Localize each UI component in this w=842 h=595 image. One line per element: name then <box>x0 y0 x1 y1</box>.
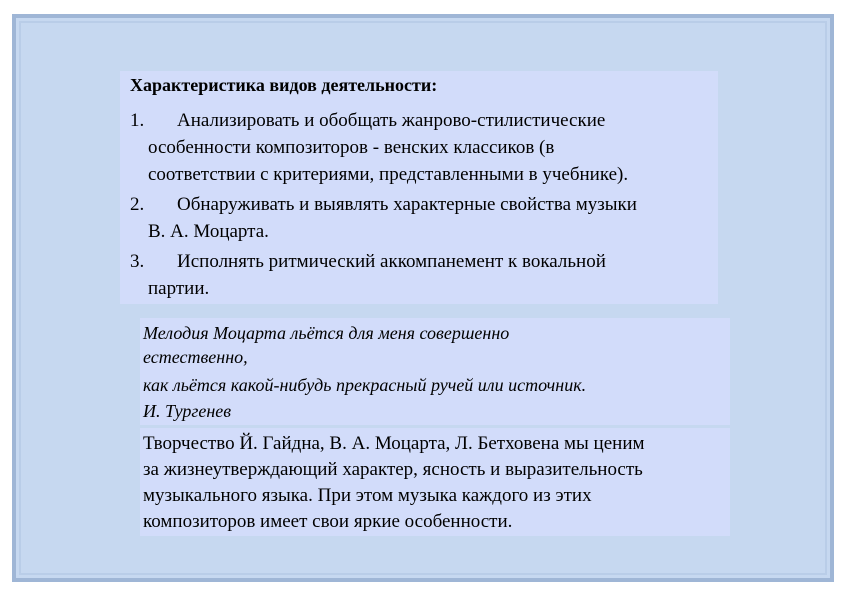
turgenev-quote-box <box>140 318 730 425</box>
list-item-number: 2. <box>130 194 145 215</box>
activities-heading: Характеристика видов деятельности: <box>130 75 438 95</box>
paragraph-line: музыкального языка. При этом музыка каждого из этих <box>143 485 592 506</box>
list-item-line: Обнаруживать и выявлять характерные свойства музыки <box>177 194 637 215</box>
list-item-number: 3. <box>130 251 145 272</box>
list-item-line: соответствии с критериями, представленными в учебнике). <box>148 164 629 185</box>
quote-author: И. Тургенев <box>143 401 232 421</box>
paragraph-line: композиторов имеет свои яркие особенности. <box>143 511 513 532</box>
list-item-line: В. А. Моцарта. <box>148 221 269 242</box>
quote-line: Мелодия Моцарта льётся для меня совершенно <box>143 323 510 343</box>
list-item <box>130 107 628 188</box>
list-item-line: Анализировать и обобщать жанрово-стилистические <box>177 110 606 131</box>
quote-line: как льётся какой-нибудь прекрасный ручей или источник. <box>143 375 587 395</box>
paragraph-line: Творчество Й. Гайдна, В. А. Моцарта, Л. Бетховена мы ценим <box>143 433 645 454</box>
activities-text-box <box>120 71 718 304</box>
list-item <box>130 191 637 245</box>
paragraph-line: за жизнеутверждающий характер, ясность и выразительность <box>143 459 643 480</box>
list-item-line: партии. <box>148 278 210 299</box>
list-item-number: 1. <box>130 110 145 131</box>
quote-line: естественно, <box>143 347 248 367</box>
list-item-line: Исполнять ритмический аккомпанемент к вокальной <box>177 251 606 272</box>
classics-paragraph-box <box>140 428 730 536</box>
list-item-line: особенности композиторов - венских классиков (в <box>148 137 555 158</box>
list-item <box>130 248 606 302</box>
